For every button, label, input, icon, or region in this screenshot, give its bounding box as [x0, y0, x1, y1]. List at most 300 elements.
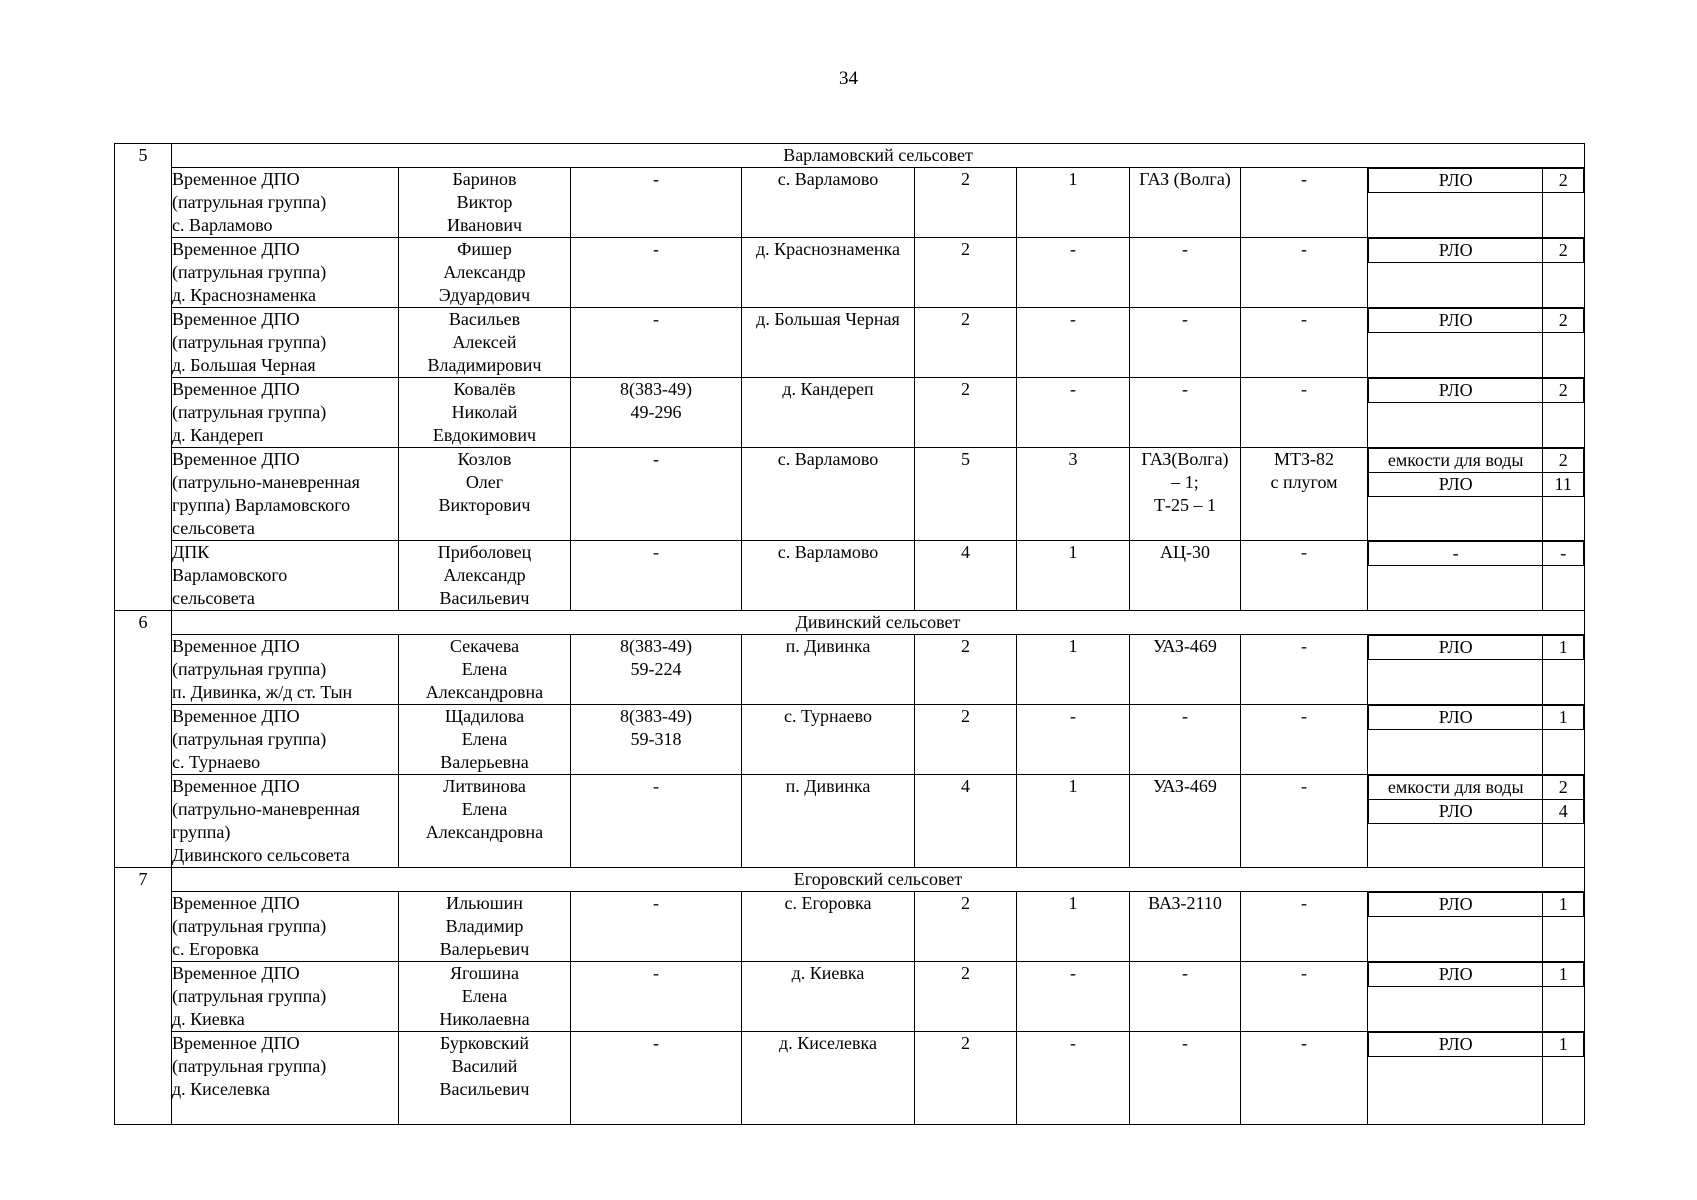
means-qty: 2 — [1543, 169, 1584, 193]
means-divider — [1542, 168, 1543, 237]
head-name-line: Александровна — [425, 822, 544, 842]
people-count: 2 — [915, 308, 1017, 378]
vehicle-type-cell — [1130, 168, 1241, 238]
head-name-line: Васильев — [448, 309, 521, 329]
unit-name-line: (патрульная группа) — [172, 402, 327, 422]
means-qty: 2 — [1543, 239, 1584, 263]
vehicle-count: - — [1017, 308, 1130, 378]
means-divider — [1542, 892, 1543, 961]
equipment-line: - — [1301, 239, 1307, 259]
vehicle-type-cell — [1130, 448, 1241, 541]
phone-cell — [571, 308, 742, 378]
equipment-line: - — [1301, 542, 1307, 562]
means-qty: 1 — [1543, 636, 1584, 660]
unit-name-line: Временное ДПО — [172, 449, 300, 469]
vehicle-type-line: - — [1182, 309, 1188, 329]
head-name-line: Фишер — [457, 239, 512, 259]
means-cell — [1368, 448, 1585, 541]
head-cell — [399, 238, 571, 308]
vehicle-type-line: - — [1182, 379, 1188, 399]
table-row — [115, 448, 1585, 541]
means-qty: 4 — [1543, 800, 1584, 824]
phone-cell — [571, 775, 742, 868]
fire-brigades-table — [114, 143, 1585, 1125]
vehicle-type-line: УАЗ-469 — [1153, 776, 1217, 796]
unit-name-line: группа) Варламовского — [172, 495, 351, 515]
head-name-line: Приболовец — [437, 542, 532, 562]
means-divider — [1542, 541, 1543, 610]
location-cell: с. Варламово — [742, 448, 915, 541]
means-name: РЛО — [1369, 636, 1543, 660]
means-cell — [1368, 238, 1585, 308]
means-name: емкости для воды — [1369, 449, 1543, 473]
unit-name-line: (патрульная группа) — [172, 1056, 327, 1076]
means-name: РЛО — [1369, 963, 1543, 987]
unit-name-line: Временное ДПО — [172, 169, 300, 189]
means-row — [1369, 776, 1584, 800]
table-row — [115, 378, 1585, 448]
head-name-line: Елена — [461, 986, 508, 1006]
location-cell: п. Дивинка — [742, 775, 915, 868]
means-row — [1369, 542, 1584, 566]
means-table — [1368, 705, 1584, 730]
unit-cell — [172, 238, 399, 308]
phone-line: - — [653, 309, 659, 329]
equipment-cell — [1241, 168, 1368, 238]
means-name: - — [1369, 542, 1543, 566]
unit-cell — [172, 892, 399, 962]
head-name-line: Олег — [465, 472, 504, 492]
head-name-line: Николай — [451, 402, 518, 422]
means-qty: 2 — [1543, 309, 1584, 333]
means-row — [1369, 379, 1584, 403]
phone-line: 59-224 — [630, 659, 682, 679]
means-table — [1368, 635, 1584, 660]
equipment-cell — [1241, 635, 1368, 705]
means-table — [1368, 448, 1584, 497]
table-row — [115, 238, 1585, 308]
council-name: Егоровский сельсовет — [172, 868, 1585, 892]
phone-line: - — [653, 963, 659, 983]
table-row — [115, 168, 1585, 238]
head-cell — [399, 775, 571, 868]
vehicle-type-cell — [1130, 775, 1241, 868]
means-name: РЛО — [1369, 800, 1543, 824]
unit-cell — [172, 635, 399, 705]
means-name: РЛО — [1369, 473, 1543, 497]
head-name-line: Владимирович — [427, 355, 542, 375]
means-row — [1369, 636, 1584, 660]
head-name-line: Ковалёв — [453, 379, 516, 399]
people-count: 2 — [915, 962, 1017, 1032]
location-cell: с. Турнаево — [742, 705, 915, 775]
vehicle-type-cell — [1130, 635, 1241, 705]
head-name-line: Владимир — [445, 916, 524, 936]
means-name: емкости для воды — [1369, 776, 1543, 800]
head-cell — [399, 635, 571, 705]
means-table — [1368, 1032, 1584, 1057]
means-table — [1368, 308, 1584, 333]
vehicle-type-cell — [1130, 1032, 1241, 1125]
vehicle-type-line: - — [1182, 1033, 1188, 1053]
head-name-line: Литвинова — [443, 776, 526, 796]
unit-name-line: Временное ДПО — [172, 636, 300, 656]
means-divider — [1542, 308, 1543, 377]
location-cell: д. Киевка — [742, 962, 915, 1032]
table-row — [115, 635, 1585, 705]
unit-name-line: с. Варламово — [172, 215, 273, 235]
means-cell — [1368, 541, 1585, 611]
head-name-line: Александр — [443, 262, 526, 282]
head-name-line: Эдуардович — [438, 285, 531, 305]
unit-name-line: с. Турнаево — [172, 752, 261, 772]
head-cell — [399, 168, 571, 238]
equipment-line: - — [1301, 776, 1307, 796]
head-name-line: Елена — [461, 659, 508, 679]
vehicle-type-cell — [1130, 541, 1241, 611]
vehicle-type-cell — [1130, 308, 1241, 378]
means-divider — [1542, 1032, 1543, 1124]
means-qty: 1 — [1543, 1033, 1584, 1057]
means-divider — [1542, 962, 1543, 1031]
people-count: 4 — [915, 775, 1017, 868]
means-name: РЛО — [1369, 169, 1543, 193]
unit-name-line: Временное ДПО — [172, 1033, 300, 1053]
unit-name-line: д. Большая Черная — [172, 355, 316, 375]
unit-cell — [172, 705, 399, 775]
vehicle-count: 1 — [1017, 775, 1130, 868]
unit-cell — [172, 775, 399, 868]
table-row — [115, 962, 1585, 1032]
means-divider — [1542, 635, 1543, 704]
vehicle-type-line: - — [1182, 239, 1188, 259]
unit-name-line: Временное ДПО — [172, 706, 300, 726]
means-row — [1369, 449, 1584, 473]
vehicle-type-line: - — [1182, 706, 1188, 726]
means-cell — [1368, 705, 1585, 775]
unit-name-line: Временное ДПО — [172, 379, 300, 399]
unit-name-line: (патрульная группа) — [172, 192, 327, 212]
section-header-row — [115, 611, 1585, 635]
table-row — [115, 541, 1585, 611]
head-name-line: Ильюшин — [446, 893, 523, 913]
table-row — [115, 1032, 1585, 1125]
location-cell: д. Кандереп — [742, 378, 915, 448]
vehicle-type-line: ВАЗ-2110 — [1148, 893, 1222, 913]
equipment-line: - — [1301, 963, 1307, 983]
phone-cell — [571, 892, 742, 962]
unit-name-line: (патрульная группа) — [172, 916, 327, 936]
unit-name-line: Временное ДПО — [172, 893, 300, 913]
head-name-line: Баринов — [452, 169, 517, 189]
means-cell — [1368, 635, 1585, 705]
vehicle-count: 1 — [1017, 541, 1130, 611]
means-divider — [1542, 705, 1543, 774]
unit-name-line: Временное ДПО — [172, 963, 300, 983]
phone-line: - — [653, 776, 659, 796]
equipment-line: с плугом — [1270, 472, 1338, 492]
means-divider — [1542, 775, 1543, 867]
means-name: РЛО — [1369, 379, 1543, 403]
phone-cell — [571, 378, 742, 448]
location-cell: п. Дивинка — [742, 635, 915, 705]
means-row — [1369, 706, 1584, 730]
head-cell — [399, 1032, 571, 1125]
head-name-line: Елена — [461, 799, 508, 819]
head-name-line: Александровна — [425, 682, 544, 702]
equipment-cell — [1241, 308, 1368, 378]
location-cell: с. Варламово — [742, 168, 915, 238]
vehicle-type-line: ГАЗ(Волга) — [1141, 449, 1229, 469]
vehicle-count: - — [1017, 238, 1130, 308]
table-row — [115, 892, 1585, 962]
means-cell — [1368, 1032, 1585, 1125]
head-name-line: Ягошина — [449, 963, 520, 983]
head-name-line: Бурковский — [439, 1033, 530, 1053]
vehicle-count: 3 — [1017, 448, 1130, 541]
means-row — [1369, 309, 1584, 333]
unit-name-line: с. Егоровка — [172, 939, 259, 959]
equipment-cell — [1241, 448, 1368, 541]
phone-line: 8(383-49) — [620, 706, 692, 726]
equipment-cell — [1241, 705, 1368, 775]
vehicle-type-line: Т-25 – 1 — [1154, 495, 1216, 515]
means-name: РЛО — [1369, 893, 1543, 917]
means-qty: 2 — [1543, 379, 1584, 403]
unit-name-line: (патрульная группа) — [172, 262, 327, 282]
means-qty: 1 — [1543, 706, 1584, 730]
location-cell: д. Большая Черная — [742, 308, 915, 378]
section-header-row — [115, 868, 1585, 892]
equipment-line: - — [1301, 169, 1307, 189]
phone-line: - — [653, 542, 659, 562]
vehicle-count: - — [1017, 378, 1130, 448]
equipment-line: - — [1301, 893, 1307, 913]
unit-name-line: (патрульно-маневренная — [172, 799, 360, 819]
vehicle-count: - — [1017, 1032, 1130, 1125]
head-name-line: Секачева — [449, 636, 520, 656]
unit-name-line: Временное ДПО — [172, 776, 300, 796]
unit-name-line: д. Киселевка — [172, 1079, 270, 1099]
means-cell — [1368, 775, 1585, 868]
equipment-line: МТЗ-82 — [1273, 449, 1334, 469]
section-number: 5 — [115, 144, 172, 611]
phone-line: - — [653, 169, 659, 189]
equipment-cell — [1241, 775, 1368, 868]
vehicle-type-line: АЦ-30 — [1160, 542, 1210, 562]
means-name: РЛО — [1369, 239, 1543, 263]
phone-cell — [571, 635, 742, 705]
equipment-line: - — [1301, 379, 1307, 399]
equipment-line: - — [1301, 706, 1307, 726]
unit-name-line: Временное ДПО — [172, 239, 300, 259]
phone-line: 49-296 — [630, 402, 682, 422]
vehicle-type-cell — [1130, 378, 1241, 448]
head-cell — [399, 308, 571, 378]
section-number: 6 — [115, 611, 172, 868]
means-qty: 2 — [1543, 776, 1584, 800]
means-table — [1368, 378, 1584, 403]
means-table — [1368, 541, 1584, 566]
vehicle-count: - — [1017, 705, 1130, 775]
means-row — [1369, 239, 1584, 263]
phone-line: 59-318 — [630, 729, 682, 749]
head-name-line: Валерьевна — [440, 752, 529, 772]
means-divider — [1542, 378, 1543, 447]
phone-cell — [571, 238, 742, 308]
head-cell — [399, 448, 571, 541]
vehicle-count: 1 — [1017, 635, 1130, 705]
table-body — [115, 144, 1585, 1125]
phone-cell — [571, 168, 742, 238]
means-cell — [1368, 168, 1585, 238]
means-table — [1368, 892, 1584, 917]
people-count: 2 — [915, 705, 1017, 775]
equipment-cell — [1241, 962, 1368, 1032]
phone-cell — [571, 541, 742, 611]
head-name-line: Васильевич — [439, 588, 530, 608]
unit-cell — [172, 541, 399, 611]
means-row — [1369, 800, 1584, 824]
unit-cell — [172, 168, 399, 238]
section-header-row — [115, 144, 1585, 168]
council-name: Варламовский сельсовет — [172, 144, 1585, 168]
phone-line: - — [653, 239, 659, 259]
head-cell — [399, 892, 571, 962]
people-count: 5 — [915, 448, 1017, 541]
section-number: 7 — [115, 868, 172, 1125]
unit-name-line: Дивинского сельсовета — [172, 845, 350, 865]
vehicle-type-cell — [1130, 705, 1241, 775]
vehicle-type-cell — [1130, 238, 1241, 308]
unit-name-line: (патрульная группа) — [172, 729, 327, 749]
unit-cell — [172, 448, 399, 541]
phone-line: - — [653, 893, 659, 913]
head-name-line: Козлов — [457, 449, 512, 469]
unit-name-line: (патрульная группа) — [172, 986, 327, 1006]
head-name-line: Викторович — [438, 495, 531, 515]
head-name-line: Евдокимович — [432, 425, 537, 445]
phone-line: - — [653, 449, 659, 469]
unit-cell — [172, 308, 399, 378]
page-number: 34 — [839, 68, 858, 89]
head-name-line: Васильевич — [439, 1079, 530, 1099]
means-table — [1368, 962, 1584, 987]
means-cell — [1368, 378, 1585, 448]
vehicle-count: 1 — [1017, 168, 1130, 238]
vehicle-type-line: УАЗ-469 — [1153, 636, 1217, 656]
unit-cell — [172, 1032, 399, 1125]
unit-name-line: сельсовета — [172, 588, 255, 608]
people-count: 2 — [915, 1032, 1017, 1125]
means-cell — [1368, 892, 1585, 962]
head-cell — [399, 705, 571, 775]
phone-cell — [571, 448, 742, 541]
head-name-line: Елена — [461, 729, 508, 749]
head-cell — [399, 541, 571, 611]
vehicle-count: - — [1017, 962, 1130, 1032]
council-name: Дивинский сельсовет — [172, 611, 1585, 635]
people-count: 2 — [915, 378, 1017, 448]
means-row — [1369, 169, 1584, 193]
head-cell — [399, 378, 571, 448]
unit-name-line: группа) — [172, 822, 231, 842]
means-qty: 1 — [1543, 963, 1584, 987]
means-qty: 11 — [1543, 473, 1584, 497]
means-row — [1369, 1033, 1584, 1057]
means-name: РЛО — [1369, 706, 1543, 730]
head-name-line: Николаевна — [439, 1009, 530, 1029]
location-cell: с. Егоровка — [742, 892, 915, 962]
unit-name-line: (патрульная группа) — [172, 332, 327, 352]
vehicle-type-cell — [1130, 892, 1241, 962]
vehicle-type-line: - — [1182, 963, 1188, 983]
means-row — [1369, 473, 1584, 497]
head-cell — [399, 962, 571, 1032]
phone-cell — [571, 705, 742, 775]
means-cell — [1368, 962, 1585, 1032]
head-name-line: Виктор — [456, 192, 513, 212]
means-divider — [1542, 448, 1543, 540]
location-cell: д. Киселевка — [742, 1032, 915, 1125]
unit-name-line: (патрульно-маневренная — [172, 472, 360, 492]
vehicle-type-cell — [1130, 962, 1241, 1032]
head-name-line: Алексей — [452, 332, 517, 352]
unit-name-line: сельсовета — [172, 518, 255, 538]
unit-name-line: д. Краснознаменка — [172, 285, 316, 305]
means-name: РЛО — [1369, 309, 1543, 333]
means-name: РЛО — [1369, 1033, 1543, 1057]
phone-line: - — [653, 1033, 659, 1053]
equipment-line: - — [1301, 636, 1307, 656]
people-count: 4 — [915, 541, 1017, 611]
means-row — [1369, 963, 1584, 987]
unit-name-line: д. Кандереп — [172, 425, 264, 445]
means-table — [1368, 775, 1584, 824]
equipment-cell — [1241, 541, 1368, 611]
means-qty: 2 — [1543, 449, 1584, 473]
people-count: 2 — [915, 238, 1017, 308]
table-row — [115, 775, 1585, 868]
means-table — [1368, 168, 1584, 193]
unit-name-line: ДПК — [172, 542, 210, 562]
phone-line: 8(383-49) — [620, 636, 692, 656]
means-qty: 1 — [1543, 893, 1584, 917]
unit-name-line: д. Киевка — [172, 1009, 245, 1029]
equipment-cell — [1241, 1032, 1368, 1125]
unit-name-line: п. Дивинка, ж/д ст. Тын — [172, 682, 353, 702]
equipment-line: - — [1301, 1033, 1307, 1053]
head-name-line: Валерьевич — [439, 939, 530, 959]
equipment-cell — [1241, 892, 1368, 962]
means-cell — [1368, 308, 1585, 378]
people-count: 2 — [915, 635, 1017, 705]
head-name-line: Щадилова — [444, 706, 525, 726]
location-cell: д. Краснознаменка — [742, 238, 915, 308]
means-qty: - — [1543, 542, 1584, 566]
means-table — [1368, 238, 1584, 263]
table-row — [115, 705, 1585, 775]
vehicle-type-line: – 1; — [1171, 472, 1199, 492]
table-row — [115, 308, 1585, 378]
unit-cell — [172, 378, 399, 448]
equipment-cell — [1241, 378, 1368, 448]
equipment-line: - — [1301, 309, 1307, 329]
vehicle-type-line: ГАЗ (Волга) — [1139, 169, 1231, 189]
phone-line: 8(383-49) — [620, 379, 692, 399]
equipment-cell — [1241, 238, 1368, 308]
unit-name-line: Варламовского — [172, 565, 288, 585]
